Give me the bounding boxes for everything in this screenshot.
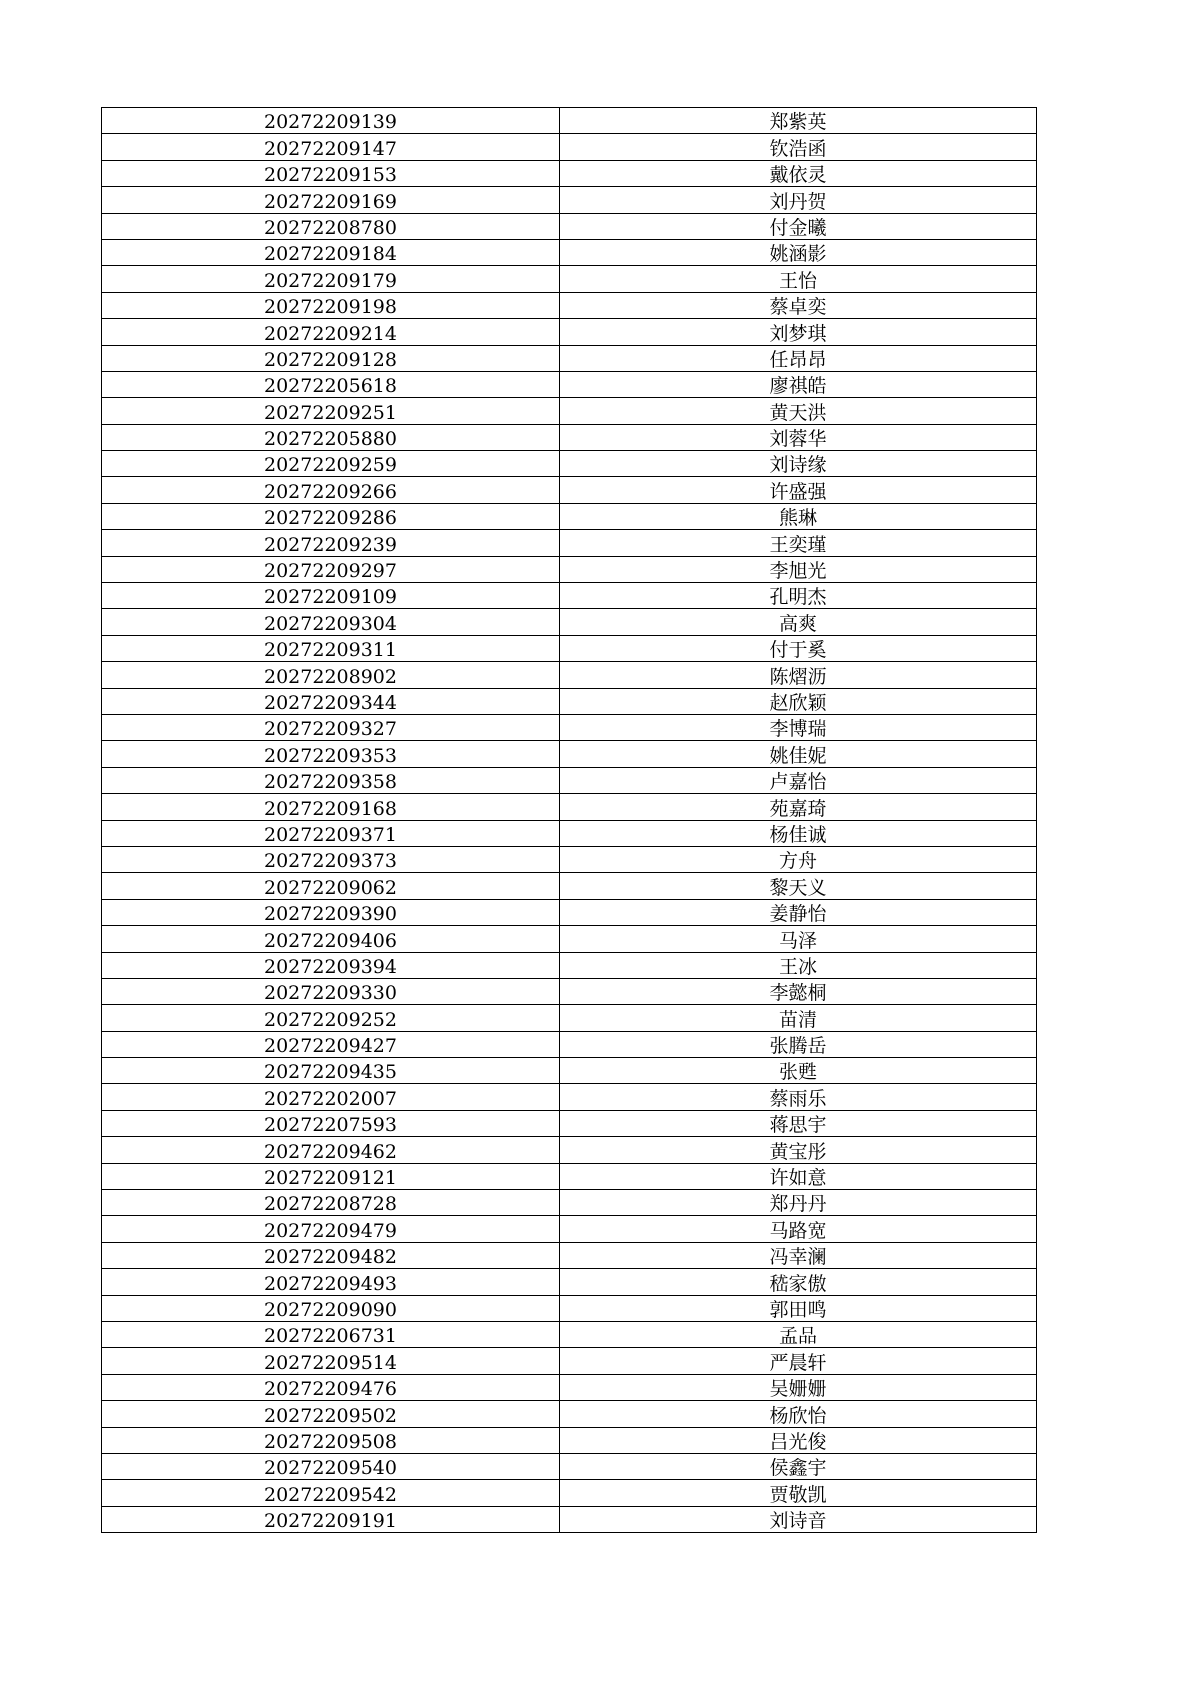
student-name-cell: 姜静怡 — [560, 899, 1037, 925]
student-id-cell: 20272209514 — [102, 1348, 560, 1374]
student-name-cell: 高爽 — [560, 609, 1037, 635]
student-name-cell: 李博瑞 — [560, 714, 1037, 740]
table-row — [102, 292, 1037, 318]
student-id-cell: 20272207593 — [102, 1110, 560, 1136]
table-row — [102, 108, 1037, 134]
table-row — [102, 451, 1037, 477]
student-id-cell: 20272209482 — [102, 1242, 560, 1268]
student-id-cell: 20272209390 — [102, 899, 560, 925]
student-id-cell: 20272208780 — [102, 213, 560, 239]
student-name-cell: 吕光俊 — [560, 1427, 1037, 1453]
table-row — [102, 1427, 1037, 1453]
student-id-cell: 20272209252 — [102, 1005, 560, 1031]
table-row — [102, 1401, 1037, 1427]
table-row — [102, 1058, 1037, 1084]
student-name-cell: 卢嘉怡 — [560, 767, 1037, 793]
table-row — [102, 662, 1037, 688]
student-id-cell: 20272205618 — [102, 371, 560, 397]
table-row — [102, 1216, 1037, 1242]
table-row — [102, 978, 1037, 1004]
student-name-cell: 姚佳妮 — [560, 741, 1037, 767]
student-id-cell: 20272209062 — [102, 873, 560, 899]
student-id-cell: 20272209259 — [102, 451, 560, 477]
student-name-cell: 姚涵影 — [560, 239, 1037, 265]
student-id-cell: 20272209508 — [102, 1427, 560, 1453]
student-id-cell: 20272209358 — [102, 767, 560, 793]
student-id-cell: 20272209394 — [102, 952, 560, 978]
table-row — [102, 134, 1037, 160]
student-id-cell: 20272209502 — [102, 1401, 560, 1427]
table-row — [102, 873, 1037, 899]
student-id-cell: 20272209179 — [102, 266, 560, 292]
student-id-cell: 20272209191 — [102, 1506, 560, 1532]
student-name-cell: 熊琳 — [560, 503, 1037, 529]
table-row — [102, 583, 1037, 609]
student-name-cell: 嵇家傲 — [560, 1269, 1037, 1295]
student-id-cell: 20272202007 — [102, 1084, 560, 1110]
student-name-cell: 孟品 — [560, 1321, 1037, 1347]
student-name-cell: 王奕瑾 — [560, 530, 1037, 556]
student-name-cell: 张腾岳 — [560, 1031, 1037, 1057]
table-row — [102, 345, 1037, 371]
table-row — [102, 187, 1037, 213]
table-row — [102, 1269, 1037, 1295]
student-name-cell: 王怡 — [560, 266, 1037, 292]
student-name-cell: 蔡雨乐 — [560, 1084, 1037, 1110]
student-id-cell: 20272209266 — [102, 477, 560, 503]
table-row — [102, 1506, 1037, 1532]
student-id-cell: 20272209169 — [102, 187, 560, 213]
student-id-cell: 20272209353 — [102, 741, 560, 767]
table-row — [102, 741, 1037, 767]
student-name-cell: 刘诗缘 — [560, 451, 1037, 477]
table-row — [102, 1190, 1037, 1216]
table-row — [102, 635, 1037, 661]
student-id-cell: 20272209373 — [102, 846, 560, 872]
table-row — [102, 398, 1037, 424]
table-row — [102, 1084, 1037, 1110]
student-id-cell: 20272209090 — [102, 1295, 560, 1321]
table-row — [102, 1110, 1037, 1136]
student-name-cell: 蒋思宇 — [560, 1110, 1037, 1136]
student-name-cell: 黄天洪 — [560, 398, 1037, 424]
student-name-cell: 吴姗姗 — [560, 1374, 1037, 1400]
student-name-cell: 黄宝彤 — [560, 1137, 1037, 1163]
student-id-cell: 20272209435 — [102, 1058, 560, 1084]
student-name-cell: 侯鑫宇 — [560, 1453, 1037, 1479]
student-name-cell: 马路宽 — [560, 1216, 1037, 1242]
student-name-cell: 赵欣颖 — [560, 688, 1037, 714]
student-name-cell: 孔明杰 — [560, 583, 1037, 609]
table-row — [102, 1163, 1037, 1189]
table-row — [102, 1348, 1037, 1374]
table-row — [102, 1242, 1037, 1268]
student-name-cell: 贾敬凯 — [560, 1480, 1037, 1506]
table-row — [102, 794, 1037, 820]
student-name-cell: 许如意 — [560, 1163, 1037, 1189]
student-name-cell: 张甦 — [560, 1058, 1037, 1084]
student-id-cell: 20272206731 — [102, 1321, 560, 1347]
table-row — [102, 820, 1037, 846]
student-id-cell: 20272209327 — [102, 714, 560, 740]
student-name-cell: 方舟 — [560, 846, 1037, 872]
student-name-cell: 许盛强 — [560, 477, 1037, 503]
student-name-cell: 刘蓉华 — [560, 424, 1037, 450]
student-name-cell: 王冰 — [560, 952, 1037, 978]
student-id-cell: 20272208902 — [102, 662, 560, 688]
student-name-cell: 杨佳诚 — [560, 820, 1037, 846]
student-id-cell: 20272209542 — [102, 1480, 560, 1506]
student-name-cell: 戴依灵 — [560, 160, 1037, 186]
student-id-cell: 20272209121 — [102, 1163, 560, 1189]
table-row — [102, 1295, 1037, 1321]
student-id-cell: 20272209128 — [102, 345, 560, 371]
table-row — [102, 926, 1037, 952]
table-row — [102, 477, 1037, 503]
student-name-cell: 钦浩函 — [560, 134, 1037, 160]
student-name-cell: 苑嘉琦 — [560, 794, 1037, 820]
student-id-cell: 20272209214 — [102, 319, 560, 345]
student-name-cell: 蔡卓奕 — [560, 292, 1037, 318]
table-row — [102, 371, 1037, 397]
student-id-cell: 20272208728 — [102, 1190, 560, 1216]
table-row — [102, 239, 1037, 265]
student-id-cell: 20272209297 — [102, 556, 560, 582]
table-row — [102, 952, 1037, 978]
table-row — [102, 160, 1037, 186]
student-id-cell: 20272209371 — [102, 820, 560, 846]
table-row — [102, 1137, 1037, 1163]
table-row — [102, 266, 1037, 292]
student-id-cell: 20272209540 — [102, 1453, 560, 1479]
student-name-cell: 苗清 — [560, 1005, 1037, 1031]
student-name-cell: 李懿桐 — [560, 978, 1037, 1004]
student-id-cell: 20272209311 — [102, 635, 560, 661]
table-row — [102, 767, 1037, 793]
student-id-cell: 20272209168 — [102, 794, 560, 820]
table-row — [102, 1480, 1037, 1506]
table-row — [102, 714, 1037, 740]
table-row — [102, 846, 1037, 872]
student-id-cell: 20272209286 — [102, 503, 560, 529]
student-name-cell: 刘诗音 — [560, 1506, 1037, 1532]
student-id-cell: 20272209304 — [102, 609, 560, 635]
table-row — [102, 503, 1037, 529]
student-name-cell: 杨欣怡 — [560, 1401, 1037, 1427]
student-id-cell: 20272209330 — [102, 978, 560, 1004]
table-row — [102, 1321, 1037, 1347]
student-name-cell: 付金曦 — [560, 213, 1037, 239]
student-id-cell: 20272209427 — [102, 1031, 560, 1057]
student-id-cell: 20272209493 — [102, 1269, 560, 1295]
student-id-cell: 20272209239 — [102, 530, 560, 556]
student-id-cell: 20272209476 — [102, 1374, 560, 1400]
student-name-cell: 黎天义 — [560, 873, 1037, 899]
table-row — [102, 556, 1037, 582]
table-row — [102, 319, 1037, 345]
table-row — [102, 688, 1037, 714]
table-row — [102, 1453, 1037, 1479]
student-name-cell: 郭田鸣 — [560, 1295, 1037, 1321]
student-name-cell: 任昂昂 — [560, 345, 1037, 371]
student-id-cell: 20272209344 — [102, 688, 560, 714]
student-name-cell: 刘梦琪 — [560, 319, 1037, 345]
student-name-cell: 李旭光 — [560, 556, 1037, 582]
student-id-cell: 20272209251 — [102, 398, 560, 424]
table-row — [102, 213, 1037, 239]
student-id-cell: 20272209462 — [102, 1137, 560, 1163]
table-row — [102, 530, 1037, 556]
student-id-cell: 20272209139 — [102, 108, 560, 134]
student-id-cell: 20272209153 — [102, 160, 560, 186]
student-name-cell: 刘丹贺 — [560, 187, 1037, 213]
roster-body — [102, 108, 1037, 1533]
student-roster-table — [101, 107, 1037, 1533]
table-row — [102, 1374, 1037, 1400]
student-name-cell: 郑紫英 — [560, 108, 1037, 134]
student-id-cell: 20272209406 — [102, 926, 560, 952]
student-id-cell: 20272209147 — [102, 134, 560, 160]
table-row — [102, 899, 1037, 925]
student-id-cell: 20272209198 — [102, 292, 560, 318]
student-name-cell: 付于奚 — [560, 635, 1037, 661]
student-id-cell: 20272209479 — [102, 1216, 560, 1242]
table-row — [102, 1031, 1037, 1057]
student-name-cell: 严晨轩 — [560, 1348, 1037, 1374]
student-name-cell: 马泽 — [560, 926, 1037, 952]
student-id-cell: 20272205880 — [102, 424, 560, 450]
student-name-cell: 陈熠沥 — [560, 662, 1037, 688]
student-name-cell: 郑丹丹 — [560, 1190, 1037, 1216]
student-name-cell: 廖祺皓 — [560, 371, 1037, 397]
table-row — [102, 424, 1037, 450]
table-row — [102, 609, 1037, 635]
table-row — [102, 1005, 1037, 1031]
student-id-cell: 20272209109 — [102, 583, 560, 609]
student-id-cell: 20272209184 — [102, 239, 560, 265]
student-name-cell: 冯幸澜 — [560, 1242, 1037, 1268]
